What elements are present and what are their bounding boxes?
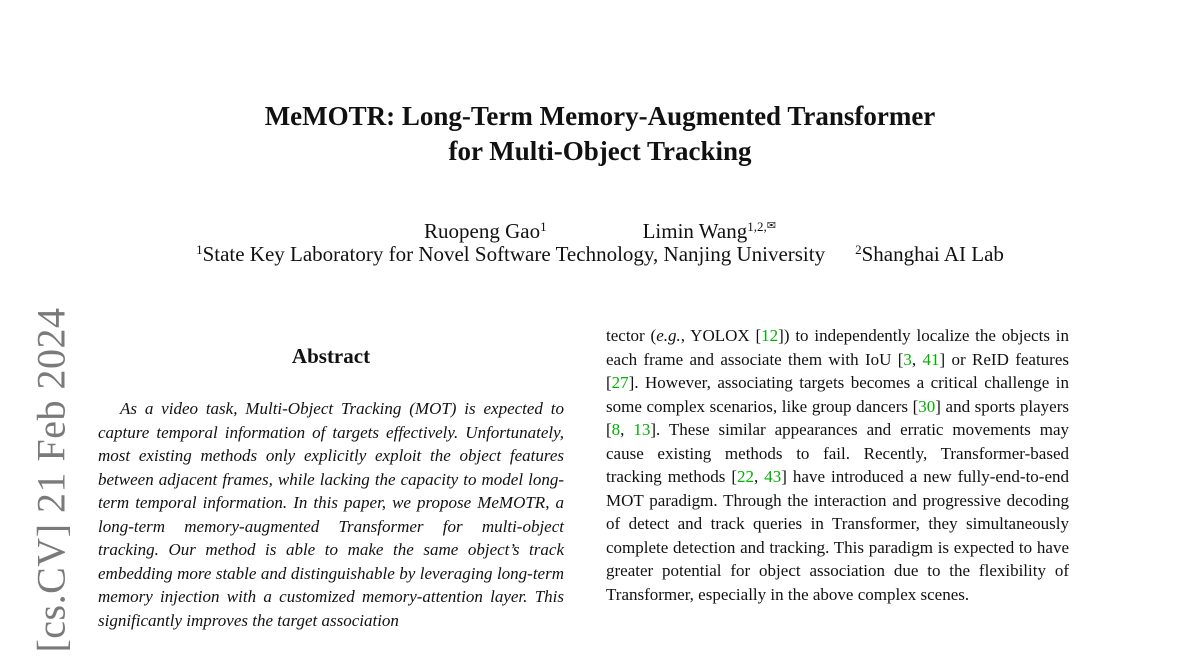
abstract-body: As a video task, Multi-Object Tracking (MOT) is expected to capture temporal information of targets effectively. Unfortunately, most existing methods only explicitly exploit the object features between adjacent frames, while lacking the capacity to model long-term temporal information. In this paper, we propose MeMOTR, a long-term memory-augmented Transformer for multi-object tracking. Our method is able to make the same object’s track embedding more stable and distinguishable by leveraging long-term memory injection with a customized memory-attention layer. This significantly improves the target association — [98, 399, 564, 630]
title-line-1: MeMOTR: Long-Term Memory-Augmented Transformer — [264, 101, 936, 131]
intro-text-eg: e.g. — [656, 326, 681, 345]
intro-text: ]. These similar appearances and erratic movements may cause existing methods to fail. Recently, Transformer-based tracking methods [ — [606, 420, 1070, 486]
citation-link[interactable]: 22 — [736, 467, 754, 486]
author-1-name: Ruopeng Gao — [424, 219, 541, 243]
intro-text: tector ( — [606, 326, 657, 345]
citation-link[interactable]: 8 — [611, 420, 621, 439]
intro-text: ] have introduced a new fully-end-to-end MOT paradigm. Through the interaction and progressive decoding of detect and track queries in Transformer, they simultaneously complete detection and tracking. This paradigm is expected to have greater potential for object association due to the flexibility of Transformer, especially in the above complex scenes. — [606, 467, 1070, 604]
affiliation-1-text: State Key Laboratory for Novel Software Technology, Nanjing University — [202, 242, 826, 266]
author-2-name: Limin Wang — [642, 219, 748, 243]
citation-link[interactable]: 43 — [764, 467, 782, 486]
citation-link[interactable]: 3 — [903, 349, 912, 369]
intro-text: , YOLOX [ — [680, 326, 762, 345]
citation-link[interactable]: 12 — [761, 326, 779, 345]
citation-link[interactable]: 30 — [918, 396, 936, 416]
affiliation-2 — [855, 242, 1004, 266]
author-2-sup: 1,2, — [747, 219, 767, 234]
citation-link[interactable]: 41 — [922, 349, 940, 369]
citation-link[interactable]: 27 — [611, 373, 629, 392]
intro-text: , — [911, 349, 923, 369]
author-1-sup: 1 — [540, 219, 547, 234]
paper-title — [0, 99, 1200, 169]
affiliation-1-sup: 1 — [196, 242, 203, 257]
intro-text: , — [620, 420, 634, 439]
intro-text: ] or ReID features [ — [606, 349, 1070, 392]
affiliation-1 — [196, 242, 825, 266]
arxiv-stamp-text: [cs.CV] 21 Feb 2024 — [28, 307, 74, 653]
citation-link[interactable]: 13 — [633, 420, 651, 439]
intro-text: ] and sports players [ — [606, 396, 1069, 439]
affiliation-list — [0, 240, 1200, 268]
abstract-heading: Abstract — [291, 344, 371, 368]
intro-paragraph — [606, 324, 1069, 606]
intro-text: , — [753, 467, 765, 486]
title-line-2: for Multi-Object Tracking — [448, 136, 752, 166]
intro-text: ]. However, associating targets becomes a critical challenge in some complex scenarios, like group dancers [ — [606, 373, 1069, 416]
arxiv-stamp — [26, 300, 76, 660]
affiliation-2-text: Shanghai AI Lab — [861, 242, 1004, 266]
intro-text: ]) to independently localize the objects in each frame and associate them with IoU [ — [606, 326, 1069, 369]
mail-icon: ✉ — [766, 220, 776, 232]
affiliation-2-sup: 2 — [855, 242, 862, 257]
